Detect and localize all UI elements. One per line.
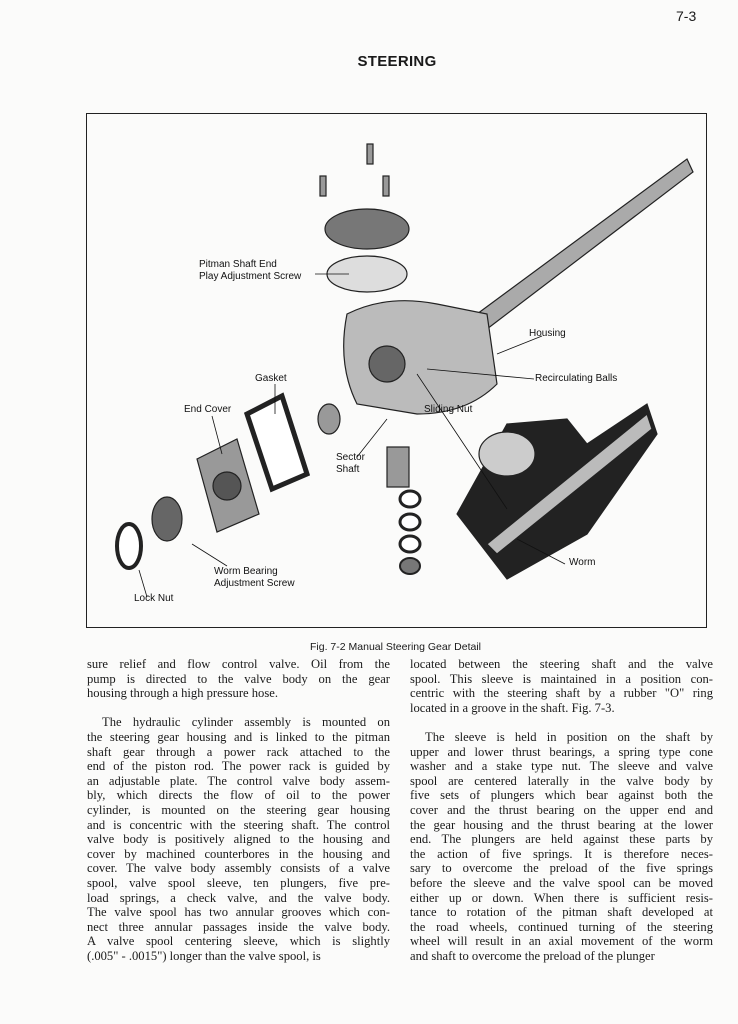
label-gasket: Gasket	[255, 373, 287, 384]
text-line: located between the steering shaft and the valve	[410, 657, 713, 671]
text-line: an adjustable plate. The control valve body assem-	[87, 773, 390, 788]
label-line: Worm Bearing	[214, 566, 278, 577]
text-line: bly, which directs the flow of oil to the power	[87, 788, 390, 803]
text-line: spool. This sleeve is maintained in a position con-	[410, 671, 713, 686]
text-line: the steering gear housing and is linked to the pitman	[87, 729, 390, 744]
left-column	[87, 657, 390, 963]
text-line: sure relief and flow control valve. Oil from the	[87, 657, 390, 671]
text-line: centric with the steering shaft by a rubber "O" ring	[410, 686, 713, 701]
paragraph	[410, 657, 713, 715]
text-line: end. The plungers are held against these parts by	[410, 832, 713, 847]
label-line: Pitman Shaft End	[199, 259, 277, 270]
figure-caption: Fig. 7-2 Manual Steering Gear Detail	[310, 641, 481, 653]
right-column	[410, 657, 713, 963]
text-line: and is concentric with the steering shaft. The control	[87, 817, 390, 832]
text-line: cylinder, is mounted on the steering gear housing	[87, 802, 390, 817]
label-worm: Worm	[569, 557, 596, 568]
paragraph	[87, 657, 390, 701]
text-line: (.005" - .0015") longer than the valve spool, is	[87, 948, 321, 963]
text-line: the gear housing and the thrust bearing at the lower	[410, 817, 713, 832]
paragraph	[410, 730, 713, 964]
label-housing: Housing	[529, 328, 566, 339]
text-line: end of the piston rod. The power rack is guided by	[87, 759, 390, 774]
steering-gear-illustration	[87, 114, 708, 629]
text-line: A valve spool centering sleeve, which is slightly	[87, 934, 390, 949]
text-line: cover by machined counterbores in the housing and	[87, 846, 390, 861]
label-line: Play Adjustment Screw	[199, 271, 302, 282]
paragraph	[87, 715, 390, 963]
text-line: The hydraulic cylinder assembly is mounted on	[102, 715, 390, 730]
text-line: the road wheels, continued turning of the steering	[410, 919, 713, 934]
page-number: 7-3	[676, 8, 697, 24]
text-line: cover and the thrust bearing on the upper end and	[410, 802, 713, 817]
figure-steering-gear	[86, 113, 707, 628]
text-line: before the sleeve and the valve spool can be moved	[410, 875, 713, 890]
label-worm-bearing-screw	[214, 566, 295, 590]
text-line: shaft gear through a power rack attached to the	[87, 744, 390, 759]
text-line: either up or down. When there is sufficient resis-	[410, 890, 713, 905]
label-line: Shaft	[336, 464, 360, 475]
section-title: STEERING	[357, 53, 437, 70]
text-line: spool, valve spool sleeve, ten plungers, five pre-	[87, 875, 390, 890]
text-line: and shaft to overcome the preload of the plunger	[410, 948, 655, 963]
text-line: housing through a high pressure hose.	[87, 686, 278, 701]
label-line: Sector	[336, 452, 365, 463]
text-line: valve body is positively aligned to the housing and	[87, 832, 390, 847]
text-line: The sleeve is held in position on the shaft by	[425, 729, 713, 744]
text-line: washer and a stake type nut. The sleeve and valve	[410, 759, 713, 774]
label-sector-shaft	[336, 452, 365, 476]
text-line: nect three annular passages inside the valve body.	[87, 919, 390, 934]
text-line: pump is directed to the valve body on the gear	[87, 671, 390, 686]
label-line: Adjustment Screw	[214, 578, 295, 589]
text-line: wheel will result in an axial movement of the worm	[410, 934, 713, 949]
text-line: located in a groove in the shaft. Fig. 7-3.	[410, 700, 615, 715]
label-pitman-shaft-screw	[199, 259, 301, 283]
text-line: tance to rotation of the pitman shaft developed at	[410, 905, 713, 920]
text-line: cover. The valve body assembly consists of a valve	[87, 861, 390, 876]
text-line: sary to overcome the preload of the five springs	[410, 861, 713, 876]
text-line: load springs, a check valve, and the valve body.	[87, 890, 390, 905]
label-end-cover: End Cover	[184, 404, 232, 415]
label-lock-nut: Lock Nut	[134, 593, 174, 604]
text-line: upper and lower thrust bearings, a spring type cone	[410, 744, 713, 759]
text-line: spool are centered laterally in the valve body by	[410, 773, 713, 788]
text-line: The valve spool has two annular grooves which con-	[87, 905, 390, 920]
text-line: five sets of plungers which bear against both the	[410, 788, 713, 803]
text-line: the action of five springs. It is therefore neces-	[410, 846, 713, 861]
label-sliding-nut: Sliding Nut	[424, 404, 473, 415]
label-recirculating-balls: Recirculating Balls	[535, 373, 618, 384]
